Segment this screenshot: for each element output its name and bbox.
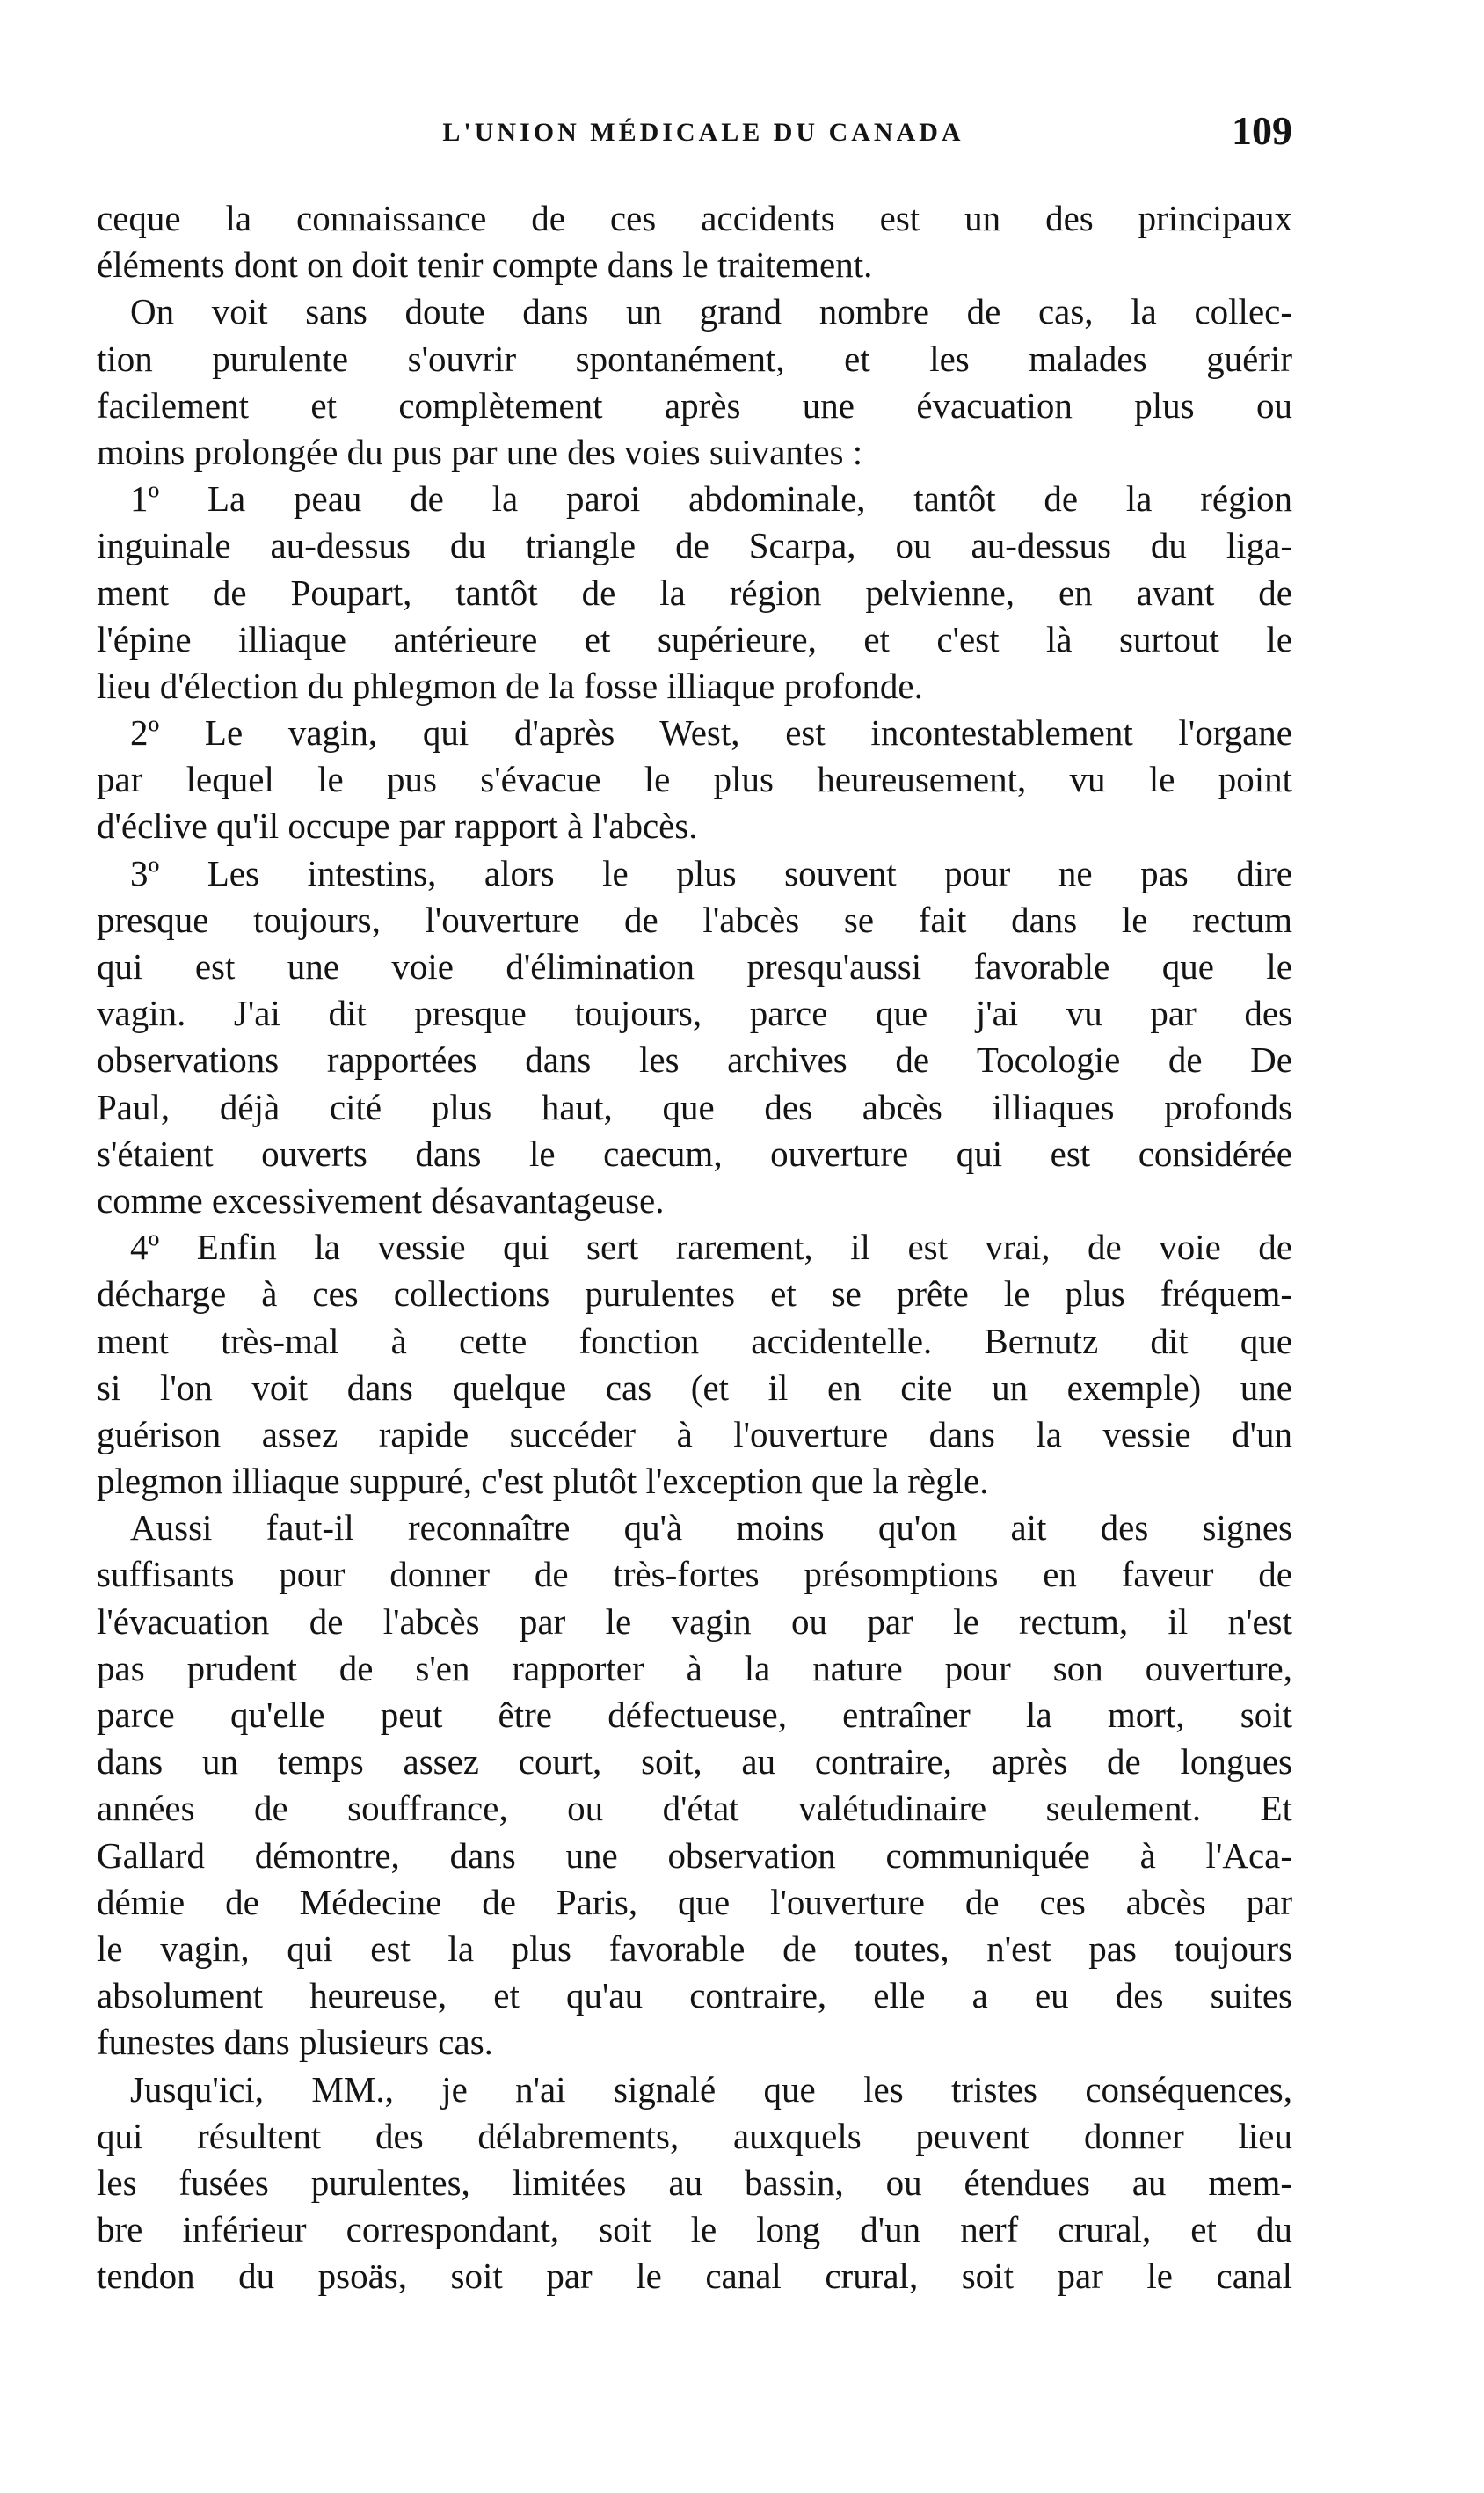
text-line: tion purulente s'ouvrir spontanément, et les malades guérir [97,338,1292,379]
text-line: éléments dont on doit tenir compte dans le traitement. [97,244,873,286]
text-line: parce qu'elle peut être défectueuse, entraîner la mort, soit [97,1695,1292,1735]
text-line: comme excessivement désavantageuse. [97,1179,665,1221]
text-line: ment de Poupart, tantôt de la région pelvienne, en avant de [97,572,1292,613]
text-line: vagin. J'ai dit presque toujours, parce que j'ai vu par des [97,993,1292,1034]
text-line: observations rapportées dans les archives de Tocologie de De [97,1039,1292,1081]
running-header [97,104,1292,157]
text-line: ceque la connaissance de ces accidents est un des principaux [97,198,1292,238]
text-line: moins prolongée du pus par une des voies suivantes : [97,431,863,472]
text-line: décharge à ces collections purulentes et se prête le plus fréquem- [97,1273,1292,1315]
text-line: les fusées purulentes, limitées au bassin, ou étendues au mem- [97,2161,1292,2203]
text-line: Gallard démontre, dans une observation communiquée à l'Aca- [97,1834,1292,1876]
text-line: On voit sans doute dans un grand nombre de cas, la collec- [130,291,1292,332]
text-line: d'éclive qu'il occupe par rapport à l'abcès. [97,805,698,847]
text-line: le vagin, qui est la plus favorable de toutes, n'est pas toujours [97,1928,1292,1969]
text-line: pas prudent de s'en rapporter à la nature pour son ouverture, [97,1647,1292,1688]
journal-title: L'UNION MÉDICALE DU CANADA [442,118,964,147]
body-text [97,195,1292,2300]
text-line: l'épine illiaque antérieure et supérieure, et c'est là surtout le [97,618,1292,660]
text-line: bre inférieur correspondant, soit le long d'un nerf crural, et du [97,2209,1292,2250]
text-line: démie de Médecine de Paris, que l'ouverture de ces abcès par [97,1881,1292,1922]
text-line: dans un temps assez court, soit, au contraire, après de longues [97,1741,1292,1782]
text-line: Jusqu'ici, MM., je n'ai signalé que les tristes conséquences, [130,2068,1292,2110]
page-number: 109 [1232,108,1292,153]
text-line: Aussi faut-il reconnaître qu'à moins qu'on ait des signes [130,1507,1292,1549]
text-line: lieu d'élection du phlegmon de la fosse illiaque profonde. [97,665,923,706]
text-line: absolument heureuse, et qu'au contraire, elle a eu des suites [97,1975,1292,2016]
text-line: 4º Enfin la vessie qui sert rarement, il est vrai, de voie de [130,1227,1292,1268]
text-line: suffisants pour donner de très-fortes présomptions en faveur de [97,1554,1292,1595]
text-line: inguinale au-dessus du triangle de Scarpa, ou au-dessus du liga- [97,525,1292,566]
text-line: qui est une voie d'élimination presqu'aussi favorable que le [97,946,1292,987]
text-line: Paul, déjà cité plus haut, que des abcès illiaques profonds [97,1086,1292,1127]
text-line: ment très-mal à cette fonction accidentelle. Bernutz dit que [97,1320,1292,1361]
text-line: guérison assez rapide succéder à l'ouverture dans la vessie d'un [97,1413,1292,1454]
text-line: l'évacuation de l'abcès par le vagin ou par le rectum, il n'est [97,1600,1292,1642]
text-line: facilement et complètement après une évacuation plus ou [97,384,1292,426]
text-line: tendon du psoäs, soit par le canal crural, soit par le canal [97,2256,1292,2297]
text-line: 2º Le vagin, qui d'après West, est incontestablement l'organe [130,712,1292,754]
text-line: 3º Les intestins, alors le plus souvent pour ne pas dire [130,852,1292,893]
text-line: si l'on voit dans quelque cas (et il en cite un exemple) une [97,1367,1292,1408]
text-line: par lequel le pus s'évacue le plus heureusement, vu le point [97,759,1292,800]
text-line: 1º La peau de la paroi abdominale, tantôt de la région [130,478,1292,520]
text-line: presque toujours, l'ouverture de l'abcès se fait dans le rectum [97,899,1292,940]
text-line: plegmon illiaque suppuré, c'est plutôt l'exception que la règle. [97,1461,989,1502]
text-line: funestes dans plusieurs cas. [97,2022,493,2063]
text-line: s'étaient ouverts dans le caecum, ouverture qui est considérée [97,1133,1292,1174]
text-line: années de souffrance, ou d'état valétudinaire seulement. Et [97,1788,1292,1829]
text-line: qui résultent des délabrements, auxquels peuvent donner lieu [97,2115,1292,2156]
